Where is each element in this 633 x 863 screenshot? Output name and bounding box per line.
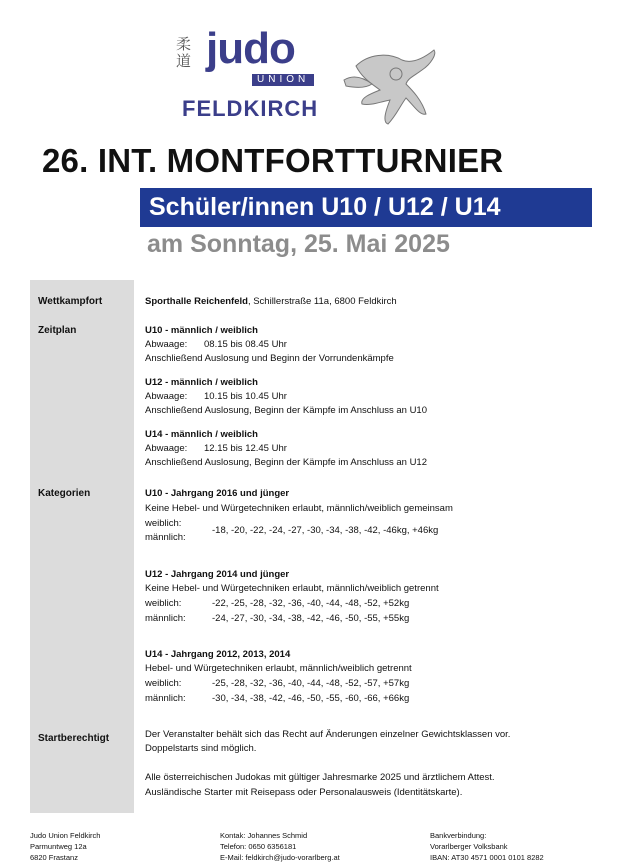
label-wettkampfort: Wettkampfort: [38, 296, 103, 307]
category-u12-male-weights: -24, -27, -30, -34, -38, -42, -46, -50, -55, +55kg: [212, 613, 410, 624]
schedule-u10-head: U10 - männlich / weiblich: [145, 325, 258, 336]
logo-city-word: FELDKIRCH: [182, 96, 319, 121]
schedule-u12-weigh-label: Abwaage:: [145, 391, 188, 402]
footer-contact-person: Kontak: Johannes Schmid: [220, 831, 308, 840]
category-u12-head: U12 - Jahrgang 2014 und jünger: [145, 569, 290, 580]
logo-kanji: [176, 36, 191, 70]
eligibility-line-1: Der Veranstalter behält sich das Recht auf Änderungen einzelner Gewichtsklassen vor.: [145, 729, 511, 740]
eligibility-line-4: Ausländische Starter mit Reisepass oder Personalausweis (Identitätskarte).: [145, 787, 463, 798]
venue-line: [145, 296, 397, 308]
footer-iban: IBAN: AT30 4571 0001 0101 8282: [430, 853, 544, 862]
footer-bank: [430, 830, 544, 863]
category-u12-female-label: weiblich:: [145, 598, 182, 609]
schedule-u10-weigh-time: 08.15 bis 08.45 Uhr: [204, 339, 287, 350]
event-date: am Sonntag, 25. Mai 2025: [147, 230, 450, 258]
category-u14-male-label: männlich:: [145, 693, 186, 704]
schedule-u14-weigh-label: Abwaage:: [145, 443, 188, 454]
judoka-illustration: [336, 44, 446, 130]
category-u10-rule: Keine Hebel- und Würgetechniken erlaubt, männlich/weiblich gemeinsam: [145, 503, 453, 514]
logo-kanji-1: 柔: [176, 35, 192, 53]
label-kategorien: Kategorien: [38, 488, 91, 499]
category-u12-male-label: männlich:: [145, 613, 186, 624]
event-title: 26. INT. MONTFORTTURNIER: [42, 142, 504, 179]
category-u10-male-label: männlich:: [145, 532, 186, 543]
category-u14-head: U14 - Jahrgang 2012, 2013, 2014: [145, 649, 291, 660]
category-u14-male-weights: -30, -34, -38, -42, -46, -50, -55, -60, -66, +66kg: [212, 693, 410, 704]
footer-email: E-Mail: feldkirch@judo-vorarlberg.at: [220, 853, 340, 862]
footer-bank-name: Vorarlberger Volksbank: [430, 842, 508, 851]
footer-club-name: Judo Union Feldkirch: [30, 831, 101, 840]
footer-address: [30, 830, 100, 863]
category-u10-head: U10 - Jahrgang 2016 und jünger: [145, 488, 290, 499]
club-logo: [176, 24, 446, 126]
footer-city: 6820 Frastanz: [30, 853, 78, 862]
category-u12-female-weights: -22, -25, -28, -32, -36, -40, -44, -48, -52, +52kg: [212, 598, 410, 609]
category-u14-rule: Hebel- und Würgetechniken erlaubt, männlich/weiblich getrennt: [145, 663, 412, 674]
schedule-u10-note: Anschließend Auslosung und Beginn der Vorrundenkämpfe: [145, 353, 394, 364]
eligibility-line-2: Doppelstarts sind möglich.: [145, 743, 257, 754]
venue-name: Sporthalle Reichenfeld: [145, 296, 248, 307]
schedule-u10-weigh-label: Abwaage:: [145, 339, 188, 350]
category-u10-weights: -18, -20, -22, -24, -27, -30, -34, -38, -42, -46kg, +46kg: [212, 525, 439, 536]
logo-union-word: UNION: [252, 74, 314, 86]
venue-address: , Schillerstraße 11a, 6800 Feldkirch: [247, 296, 397, 307]
footer-phone: Telefon: 0650 6356181: [220, 842, 297, 851]
footer-street: Parmuntweg 12a: [30, 842, 87, 851]
category-u14-female-weights: -25, -28, -32, -36, -40, -44, -48, -52, -57, +57kg: [212, 678, 410, 689]
schedule-u12-note: Anschließend Auslosung, Beginn der Kämpfe im Anschluss an U10: [145, 405, 427, 416]
label-zeitplan: Zeitplan: [38, 325, 77, 336]
label-startberechtigt: Startberechtigt: [38, 733, 110, 744]
category-u10-female-label: weiblich:: [145, 518, 182, 529]
age-group-banner: Schüler/innen U10 / U12 / U14: [140, 188, 592, 227]
eligibility-line-3: Alle österreichischen Judokas mit gültiger Jahresmarke 2025 und ärztlichem Attest.: [145, 772, 495, 783]
schedule-u14-note: Anschließend Auslosung, Beginn der Kämpfe im Anschluss an U12: [145, 457, 427, 468]
schedule-u14-weigh-time: 12.15 bis 12.45 Uhr: [204, 443, 287, 454]
logo-judo-word: judo: [206, 24, 295, 73]
logo-kanji-2: 道: [176, 52, 192, 70]
category-u14-female-label: weiblich:: [145, 678, 182, 689]
footer-contact: [220, 830, 340, 863]
schedule-u12-weigh-time: 10.15 bis 10.45 Uhr: [204, 391, 287, 402]
footer-bank-label: Bankverbindung:: [430, 831, 487, 840]
schedule-u12-head: U12 - männlich / weiblich: [145, 377, 258, 388]
schedule-u14-head: U14 - männlich / weiblich: [145, 429, 258, 440]
category-u12-rule: Keine Hebel- und Würgetechniken erlaubt, männlich/weiblich getrennt: [145, 583, 439, 594]
